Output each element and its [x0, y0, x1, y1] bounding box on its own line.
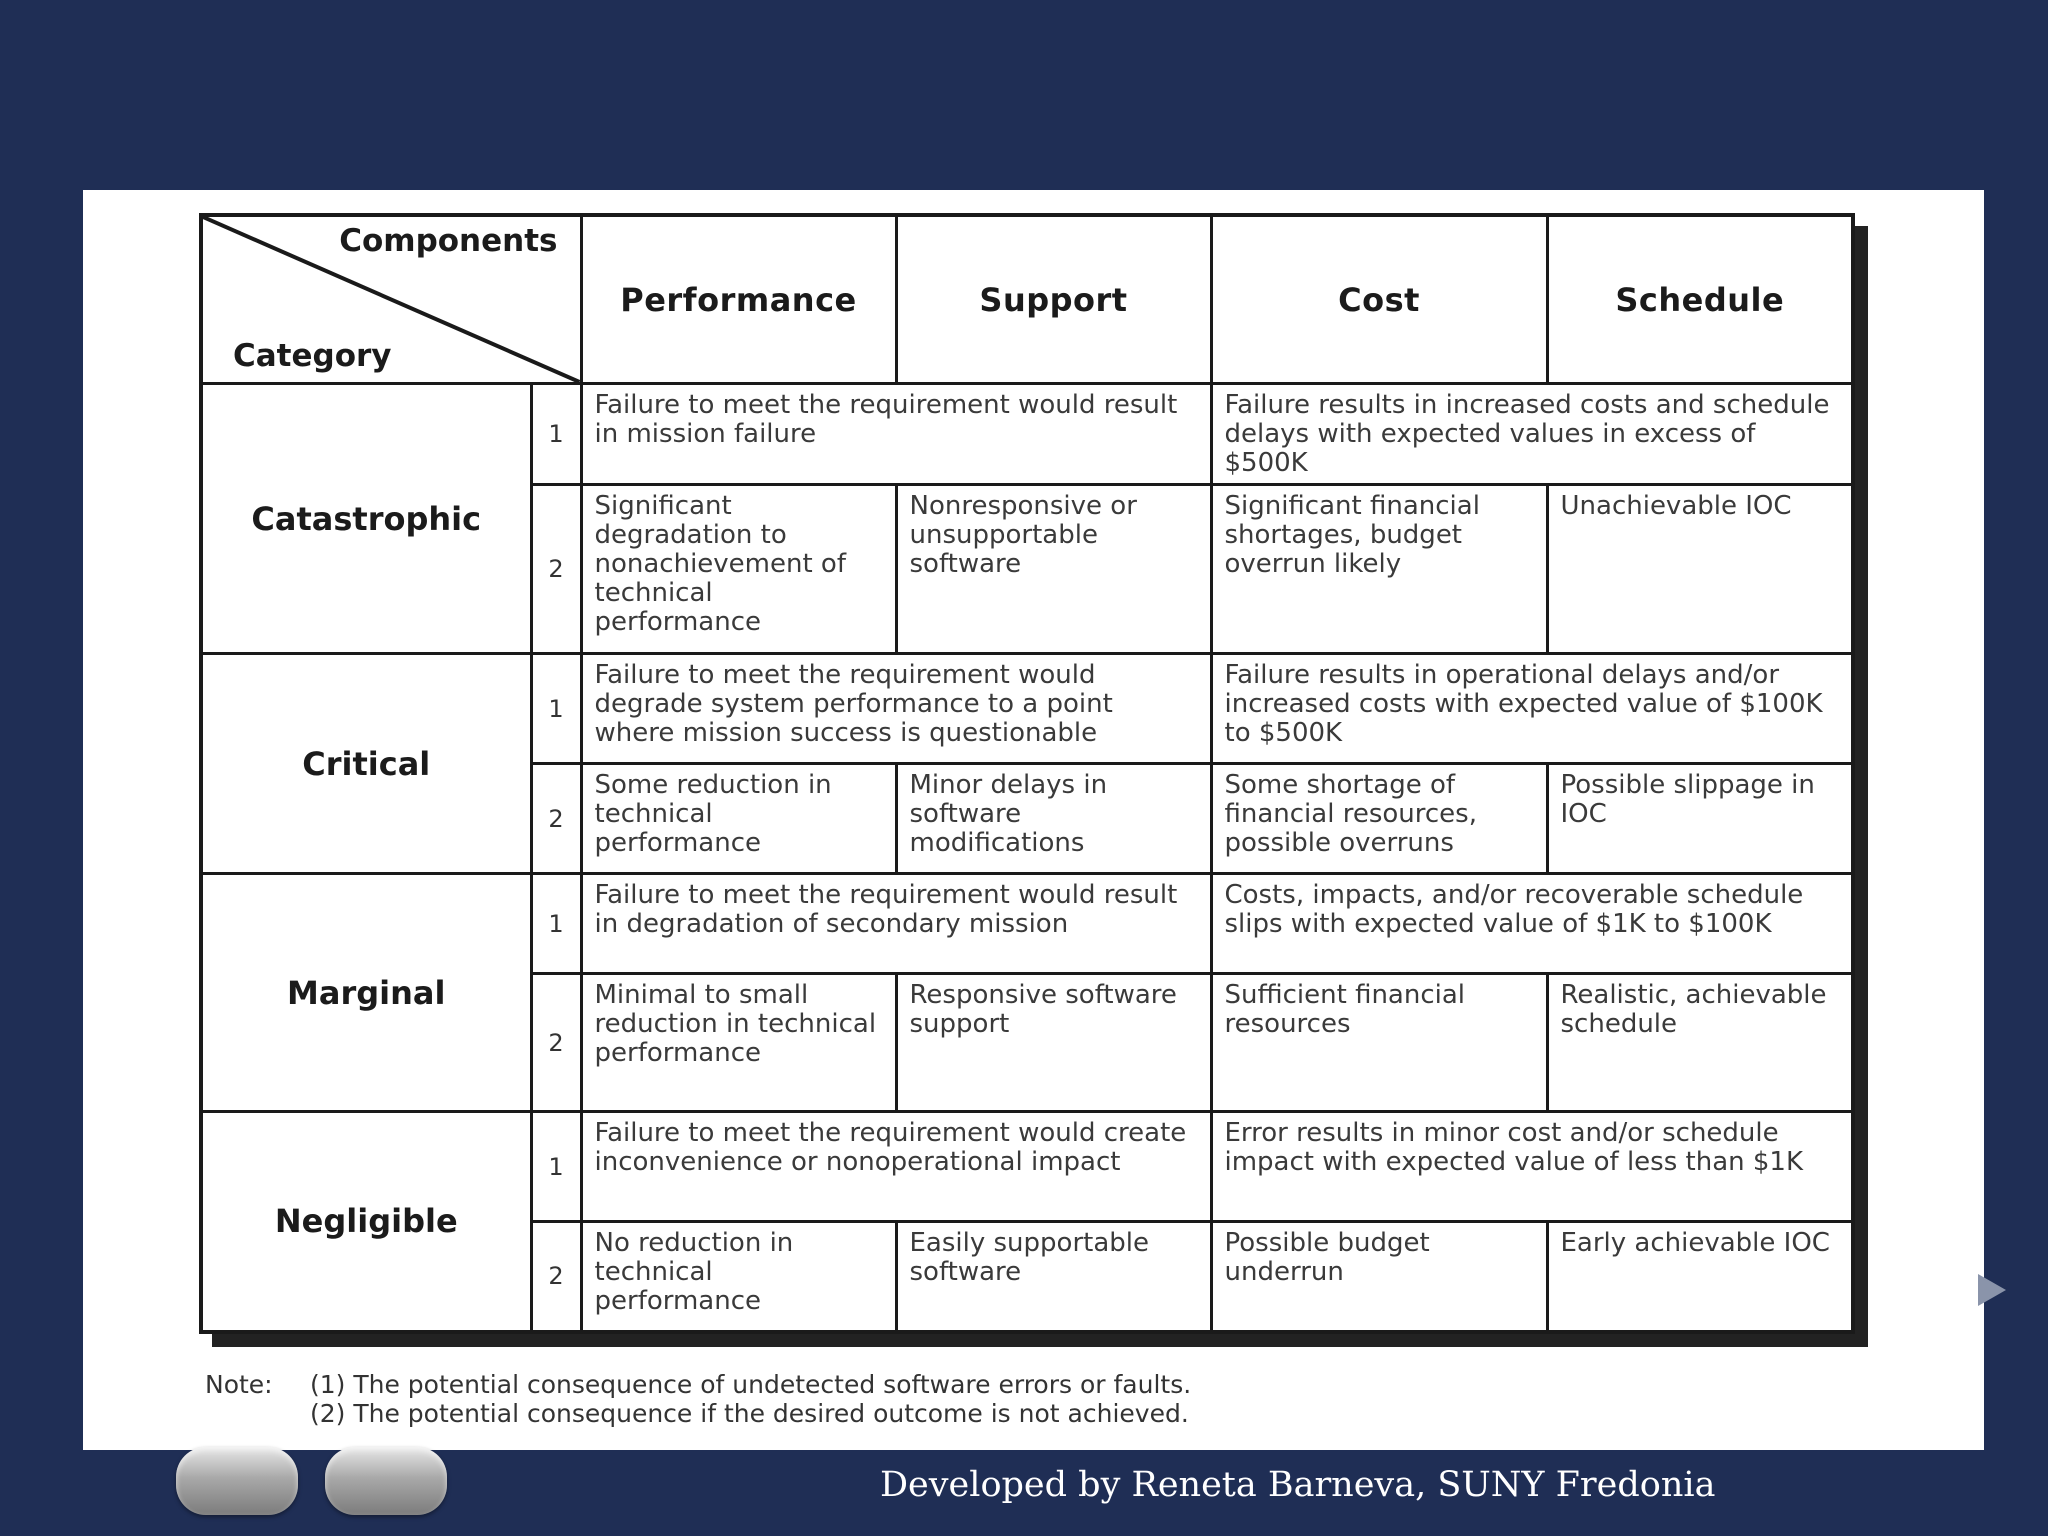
marginal-2-support: Responsive software support: [896, 974, 1211, 1112]
row-number: 2: [531, 764, 581, 874]
note-line-1: (1) The potential consequence of undetected software errors or faults.: [310, 1370, 1192, 1399]
header-schedule: Schedule: [1547, 215, 1853, 384]
note-line-2: (2) The potential consequence if the desired outcome is not achieved.: [310, 1399, 1189, 1428]
marginal-2-cost: Sufficient financial resources: [1211, 974, 1547, 1112]
risk-impact-table: [199, 213, 1855, 1334]
table-row: [201, 874, 1853, 974]
marginal-2-schedule: Realistic, achievable schedule: [1547, 974, 1853, 1112]
catastrophic-1-cost-schedule: Failure results in increased costs and schedule delays with expected values in excess of $500K: [1211, 384, 1853, 485]
row-number: 1: [531, 654, 581, 764]
category-catastrophic: Catastrophic: [201, 384, 531, 654]
critical-1-performance-support: Failure to meet the requirement would degrade system performance to a point where mission success is questionable: [581, 654, 1211, 764]
catastrophic-2-performance: Significant degradation to nonachievement of technical performance: [581, 485, 896, 654]
footer-credit: Developed by Reneta Barneva, SUNY Fredonia: [880, 1465, 1716, 1505]
marginal-1-performance-support: Failure to meet the requirement would result in degradation of secondary mission: [581, 874, 1211, 974]
note-label: Note:: [205, 1370, 273, 1399]
next-slide-button[interactable]: [325, 1447, 447, 1515]
row-number: 2: [531, 1222, 581, 1332]
category-negligible: Negligible: [201, 1112, 531, 1332]
marginal-1-cost-schedule: Costs, impacts, and/or recoverable schedule slips with expected value of $1K to $100K: [1211, 874, 1853, 974]
negligible-2-performance: No reduction in technical performance: [581, 1222, 896, 1332]
table-image-panel: [83, 190, 1984, 1450]
header-cost: Cost: [1211, 215, 1547, 384]
negligible-1-performance-support: Failure to meet the requirement would create inconvenience or nonoperational impact: [581, 1112, 1211, 1222]
corner-components-label: Components: [339, 223, 558, 259]
category-marginal: Marginal: [201, 874, 531, 1112]
critical-2-support: Minor delays in software modifications: [896, 764, 1211, 874]
catastrophic-2-cost: Significant financial shortages, budget overrun likely: [1211, 485, 1547, 654]
header-row: [201, 215, 1853, 384]
previous-slide-button[interactable]: [176, 1447, 298, 1515]
row-number: 1: [531, 1112, 581, 1222]
catastrophic-1-performance-support: Failure to meet the requirement would result in mission failure: [581, 384, 1211, 485]
header-performance: Performance: [581, 215, 896, 384]
critical-2-cost: Some shortage of financial resources, possible overruns: [1211, 764, 1547, 874]
negligible-2-cost: Possible budget underrun: [1211, 1222, 1547, 1332]
critical-2-schedule: Possible slippage in IOC: [1547, 764, 1853, 874]
critical-2-performance: Some reduction in technical performance: [581, 764, 896, 874]
corner-category-label: Category: [233, 338, 392, 374]
arrow-right-icon: [1978, 1270, 2008, 1310]
header-support: Support: [896, 215, 1211, 384]
catastrophic-2-support: Nonresponsive or unsupportable software: [896, 485, 1211, 654]
critical-1-cost-schedule: Failure results in operational delays and/or increased costs with expected value of $100K to $500K: [1211, 654, 1853, 764]
header-corner-cell: [201, 215, 581, 384]
negligible-2-support: Easily supportable software: [896, 1222, 1211, 1332]
table-row: [201, 654, 1853, 764]
row-number: 2: [531, 974, 581, 1112]
row-number: 1: [531, 384, 581, 485]
row-number: 2: [531, 485, 581, 654]
negligible-1-cost-schedule: Error results in minor cost and/or schedule impact with expected value of less than $1K: [1211, 1112, 1853, 1222]
category-critical: Critical: [201, 654, 531, 874]
row-number: 1: [531, 874, 581, 974]
table-row: [201, 384, 1853, 485]
catastrophic-2-schedule: Unachievable IOC: [1547, 485, 1853, 654]
table-row: [201, 1112, 1853, 1222]
marginal-2-performance: Minimal to small reduction in technical performance: [581, 974, 896, 1112]
negligible-2-schedule: Early achievable IOC: [1547, 1222, 1853, 1332]
